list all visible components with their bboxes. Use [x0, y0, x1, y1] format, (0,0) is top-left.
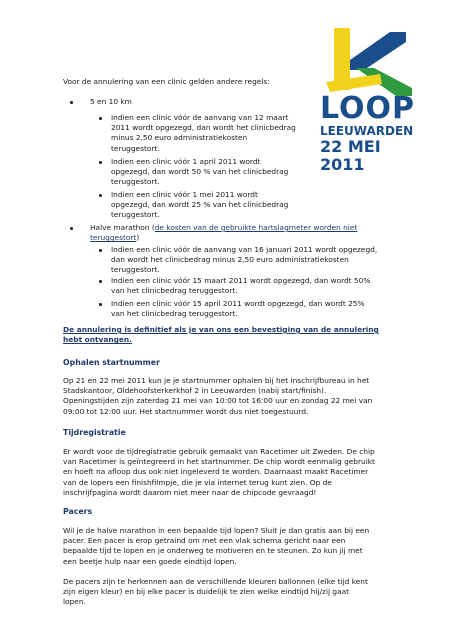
hartslagmeter-link[interactable]: de kosten van de gebruikte hartslagmeter worden niet [154, 223, 358, 232]
section-title-tijdregistratie: Tijdregistratie [63, 428, 126, 437]
list2-item-3: Indien een clinic vóór 15 april 2011 wordt opgezegd, dan wordt 25% van het clinicbedrag teruggestort. [111, 299, 365, 319]
list1-item-1: Indien een clinic vóór de aanvang van 12 maart 2011 wordt opgezegd, dan wordt het clinicbedrag minus 2,50 euro administratiekosten teruggestort. [111, 113, 296, 153]
list2-item-1: Indien een clinic vóór de aanvang van 16 januari 2011 wordt opgezegd, dan wordt het clinicbedrag minus 2,50 euro administratiekosten teruggestort. [111, 245, 378, 275]
section-body-tijdregistratie: Er wordt voor de tijdregistratie gebruik gemaakt van Racetimer uit Zweden. De chip van Racetimer is geïntegreerd in het startnummer. De chip wordt eenmalig gebruikt en hoeft na afloop dus ook niet ingeleverd te worden. Daarnaast maakt Racetimer van de lopers een finishfilmpje, die je via internet terug kunt zien. Op de inschrijfpagina wordt daarom niet meer naar de chipcode gevraagd! [63, 447, 375, 497]
logo-loop-text: LOOP [320, 91, 416, 126]
logo-mark-icon [320, 24, 420, 98]
bullet [99, 249, 102, 252]
intro-text: Voor de annulering van een clinic gelden andere regels: [63, 77, 270, 86]
logo-city-text: LEEUWARDEN [320, 124, 414, 138]
section-body-pacers: Wil je de halve marathon in een bepaalde tijd lopen? Sluit je dan gratis aan bij een pacer. Een pacer is erop getraind om met een vlak schema gericht naar een bepaalde tijd te lopen en je onderweg te motiveren en te steunen. Zo kun jij met een beetje hulp naar een goede eindtijd lopen. [63, 526, 370, 566]
logo-date-text: 22 MEI 2011 [320, 137, 381, 174]
list2-heading: Halve marathon (de kosten van de gebruikte hartslagmeter worden niet teruggestort) [90, 223, 358, 243]
bullet [70, 101, 73, 104]
bullet [99, 280, 102, 283]
list1-item-3: Indien een clinic vóór 1 mei 2011 wordt opgezegd, dan wordt 25 % van het clinicbedrag teruggestort. [111, 190, 289, 220]
section-title-startnummer: Ophalen startnummer [63, 358, 160, 367]
bullet [99, 161, 102, 164]
loop-leeuwarden-logo [320, 24, 420, 174]
section-body-startnummer: Op 21 en 22 mei 2011 kun je je startnummer ophalen bij het inschrijfbureau in het Stadskantoor, Oldehoofsterkerkhof 2 in Leeuwarden (nabij start/finish). Openingstijden zijn zaterdag 21 mei van 10:00 tot 16:00 uur en zondag 22 mei van 09:00 tot 12:00 uur. Het startnummer wordt dus niet toegestuurd. [63, 376, 373, 416]
annulering-notice: De annulering is definitief als je van ons een bevestiging van de annulering hebt ontvangen. [63, 325, 379, 345]
list1-item-2: Indien een clinic vóór 1 april 2011 wordt opgezegd, dan wordt 50 % van het clinicbedrag teruggestort. [111, 157, 289, 187]
bullet [70, 227, 73, 230]
bullet [99, 117, 102, 120]
bullet [99, 194, 102, 197]
section-body-pacers-2: De pacers zijn te herkennen aan de verschillende kleuren ballonnen (elke tijd kent zijn eigen kleur) en bij elke pacer is duidelijk te zien welke eindtijd hij/zij gaat lopen. [63, 577, 368, 607]
bullet [99, 303, 102, 306]
list2-item-2: Indien een clinic vóór 15 maart 2011 wordt opgezegd, dan wordt 50% van het clinicbedrag teruggestort. [111, 276, 371, 296]
section-title-pacers: Pacers [63, 507, 93, 516]
hartslagmeter-link-cont[interactable]: teruggestort [90, 233, 137, 243]
list1-heading: 5 en 10 km [90, 97, 132, 106]
